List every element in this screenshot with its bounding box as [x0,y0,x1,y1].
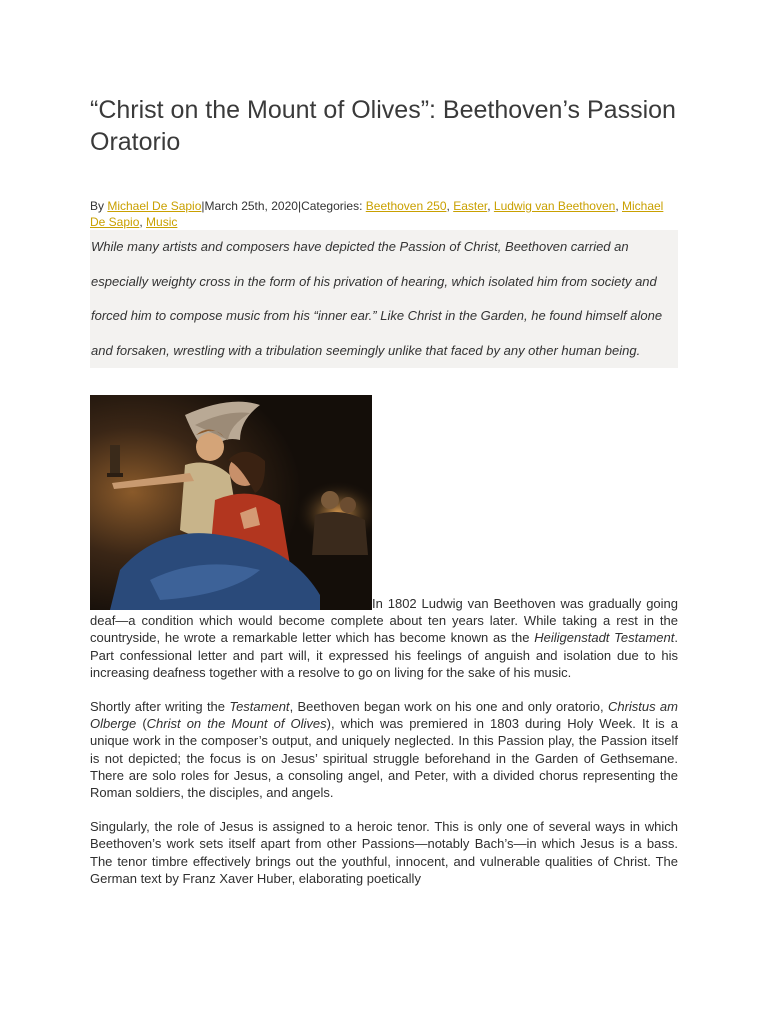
paragraph-3-text: Singularly, the role of Jesus is assigned to a heroic tenor. This is only one of several ways in which Beethoven’s work sets itself apart from other Passions—notably Bach’s—in which Jesus is a bass. The tenor timbre effectively brings out the youthful, innocent, and vulnerable qualities of Christ. The German text by Franz Xaver Huber, elaborating poetically [90,819,678,886]
separator: , [139,215,147,229]
text-run: In 1802 Ludwig van Beethoven was gradually going deaf—a condition which would become complete about ten years later. While taking a rest in the countryside, he wrote a remarkable letter which has become known as the [90,596,678,646]
article-title: “Christ on the Mount of Olives”: Beethoven’s Passion Oratorio [90,96,676,156]
italic-title: Testament [229,699,290,715]
byline-by: By [90,199,108,213]
categories-label: Categories: [301,199,366,213]
category-link-ludwig-van-beethoven[interactable]: Ludwig van Beethoven [493,199,616,213]
italic-title: Christus am Olberge [90,699,678,732]
category-link-beethoven-250[interactable]: Beethoven 250 [365,199,447,213]
separator: , [615,199,622,213]
spacer [90,801,678,818]
painting-illustration [90,395,372,610]
italic-title: Christ on the Mount of Olives [146,716,327,732]
byline [90,198,678,230]
author-link[interactable]: Michael De Sapio [107,199,202,213]
paragraph-2 [90,698,678,801]
text-run: ), which was premiered in 1803 during Holy Week. It is a unique work in the composer’s output, and uniquely neglected. In this Passion play, the Passion itself is not depicted; the focus is on Jesus’ spiritual struggle beforehand in the Garden of Gethsemane. There are solo roles for Jesus, a consoling angel, and Peter, with a divided chorus representing the Roman soldiers, the disciples, and angels. [90,716,678,801]
category-link-music[interactable]: Music [146,215,178,229]
text-run: ( [136,716,147,732]
post-date: March 25th, 2020 [204,199,298,213]
painting-image [90,395,372,610]
spacer [90,681,678,698]
italic-title: Heiligenstadt Testament [534,630,675,646]
category-link-easter[interactable]: Easter [453,199,488,213]
paragraph-2-text [90,698,678,801]
byline-separator: | [201,199,205,213]
intro-quote: While many artists and composers have depicted the Passion of Christ, Beethoven carried an especially weighty cross in the form of his privation of hearing, which isolated him from society and forced him to compose music from his “inner ear.” Like Christ in the Garden, he found himself alone and forsaken, wrestling with a tribulation seemingly unlike that faced by any other human being. [90,230,678,368]
category-link-michael-de-sapio[interactable]: Michael De Sapio [90,199,664,229]
text-run: Shortly after writing the [90,699,230,715]
separator: , [446,199,454,213]
paragraph-3 [90,818,678,887]
separator: , [487,199,494,213]
byline-separator: | [297,199,302,213]
text-run: . Part confessional letter and part will, it expressed his feelings of anguish and isolation due to his increasing deafness together with a resolve to go on living for the sake of his music. [90,630,678,680]
text-run: , Beethoven began work on his one and only oratorio, [289,699,608,715]
article [90,94,678,887]
